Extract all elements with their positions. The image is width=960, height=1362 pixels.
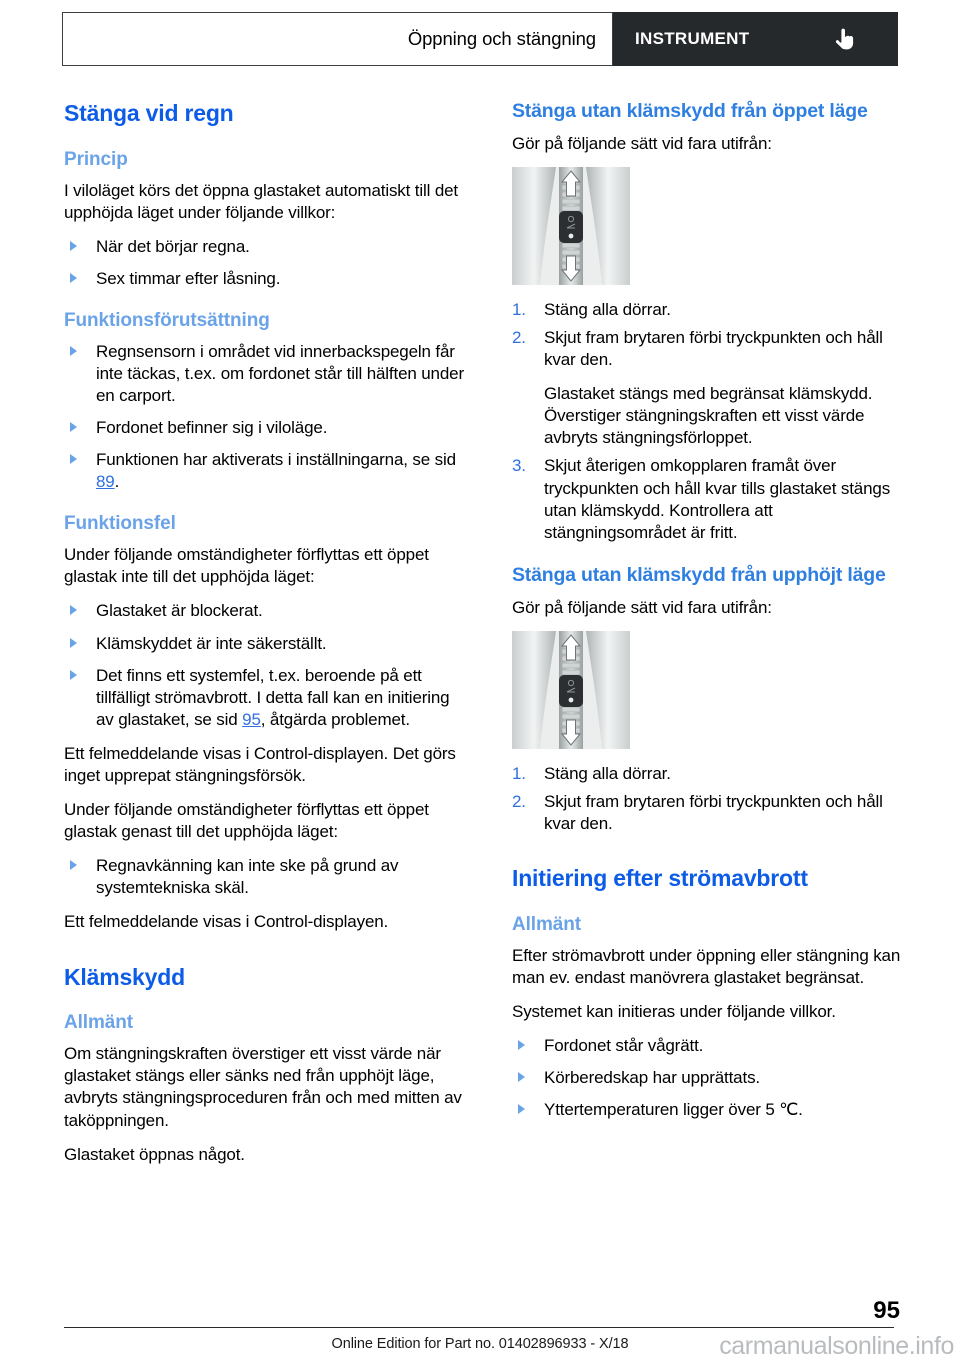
step-number: 2. (512, 791, 526, 811)
list-item-text: Glastaket är blockerat. (96, 601, 263, 621)
page-reference-link[interactable]: 95 (242, 709, 261, 729)
page-reference-link[interactable]: 89 (96, 472, 115, 492)
list-item (512, 455, 918, 543)
list-item-text: Fordonet befinner sig i viloläge. (96, 418, 328, 438)
step-text: Skjut fram brytaren förbi tryckpunkten och håll kvar den. (544, 791, 883, 833)
list-item (64, 633, 470, 655)
list-item-text: Klämskyddet är inte säkerställt. (96, 633, 327, 653)
initiering-paragraph-1: Efter strömavbrott under öppning eller stängning kan man ev. endast manövrera glastaket begränsat. (512, 945, 901, 987)
heading-stanga-upphojt-lage: Stänga utan klämskydd från upphöjt läge (512, 563, 886, 586)
list-item-text-suffix: . (114, 472, 120, 492)
list-item-text: Det finns ett systemfel, t.ex. beroende på ett tillfälligt strömavbrott. I detta fall kan en initiering av glastaket, se sid (96, 665, 450, 729)
section-tab-label: INSTRUMENT (635, 29, 750, 48)
footer-divider (64, 1327, 894, 1328)
heading-allmant-initiering: Allmänt (512, 913, 581, 935)
pointing-hand-icon (834, 27, 854, 51)
list-item (64, 268, 470, 290)
list-item (512, 1067, 918, 1089)
list-item-text: Körberedskap har upprättats. (544, 1068, 760, 1088)
heading-stanga-oppet-lage: Stänga utan klämskydd från öppet läge (512, 100, 868, 122)
list-item (64, 236, 470, 258)
klamskydd-paragraph-2: Glastaket öppnas något. (64, 1144, 245, 1164)
list-item (64, 855, 470, 899)
initiering-paragraph-2: Systemet kan initieras under följande villkor. (512, 1001, 836, 1021)
funktionsfel-bullet-list (64, 600, 470, 730)
funktionsfel-paragraph-2: Under följande omständigheter förflyttas ett öppet glastak genast till det upphöjda läget: (64, 800, 429, 842)
triangle-bullet-icon (518, 1104, 525, 1114)
upphojt-lage-step-list (512, 763, 918, 835)
funktionsfel-paragraph-3: Ett felmeddelande visas i Control-displayen. (64, 912, 389, 932)
oppet-lage-step-list-cont (512, 455, 918, 543)
page-number: 95 (873, 1297, 900, 1324)
list-item-text: Regnavkänning kan inte ske på grund av systemtekniska skäl. (96, 856, 399, 898)
list-item (64, 600, 470, 622)
heading-allmant-klamskydd: Allmänt (64, 1012, 133, 1034)
triangle-bullet-icon (70, 273, 77, 283)
heading-princip: Princip (64, 148, 128, 170)
list-item-text: Fordonet står vågrätt. (544, 1035, 704, 1055)
list-item (64, 665, 470, 731)
list-item-text: Yttertemperaturen ligger över 5 ℃. (544, 1100, 803, 1120)
klamskydd-paragraph-1: Om stängningskraften överstiger ett visst värde när glastaket stängs eller sänks ned från upphöjt läge, avbryts stängningsproceduren från och med mitten av taköppningen. (64, 1044, 462, 1130)
section-title-initiering: Initiering efter strömavbrott (512, 864, 808, 891)
section-tab-instrument[interactable] (613, 12, 898, 66)
breadcrumb-label: Öppning och stängning (407, 28, 596, 49)
step-text: Stäng alla dörrar. (544, 763, 671, 783)
watermark: carmanualsonline.info (719, 1332, 954, 1360)
list-item-text: När det börjar regna. (96, 236, 250, 256)
sunroof-switch-illustration-2 (512, 631, 630, 749)
list-item (512, 791, 918, 835)
initiering-bullet-list (512, 1035, 918, 1121)
step-number: 1. (512, 763, 526, 783)
list-item-text: Sex timmar efter låsning. (96, 268, 281, 288)
princip-bullet-list (64, 236, 470, 290)
triangle-bullet-icon (70, 346, 77, 356)
triangle-bullet-icon (70, 860, 77, 870)
step-text: Skjut fram brytaren förbi tryckpunkten och håll kvar den. (544, 327, 883, 370)
step2-note: Glastaket stängs med begränsat klämskydd. Överstiger stängningskraften ett visst värde avbryts stängningsförloppet. (544, 384, 873, 448)
step-number: 2. (512, 327, 526, 347)
triangle-bullet-icon (70, 638, 77, 648)
triangle-bullet-icon (518, 1072, 525, 1082)
left-column (64, 100, 470, 1178)
list-item (512, 299, 918, 321)
oppet-lage-intro: Gör på följande sätt vid fara utifrån: (512, 133, 772, 153)
funktionsfel-bullet-list-2 (64, 855, 470, 899)
sunroof-switch-illustration (512, 167, 630, 285)
list-item-text: Regnsensorn i området vid innerbackspegeln får inte täckas, t.ex. om fordonet står till hälften under en carport. (96, 341, 464, 406)
step-text: Skjut återigen omkopplaren framåt över tryckpunkten och håll kvar tills glastaket stängs utan klämskydd. Kontrollera att stängningsområdet är fritt. (544, 456, 891, 542)
triangle-bullet-icon (70, 605, 77, 615)
forutsattning-bullet-list (64, 341, 470, 494)
triangle-bullet-icon (518, 1040, 525, 1050)
heading-funktionsfel: Funktionsfel (64, 513, 176, 535)
list-item (512, 1035, 918, 1057)
triangle-bullet-icon (70, 422, 77, 432)
list-item (64, 341, 470, 407)
upphojt-lage-intro: Gör på följande sätt vid fara utifrån: (512, 597, 772, 617)
list-item (64, 449, 470, 493)
page-title: Stänga vid regn (64, 100, 234, 126)
triangle-bullet-icon (70, 241, 77, 251)
triangle-bullet-icon (70, 670, 77, 680)
heading-funktionsforutsattning: Funktionsförutsättning (64, 310, 270, 332)
edition-note: Online Edition for Part no. 01402896933 - X/18 (331, 1336, 629, 1352)
funktionsfel-paragraph-1: Ett felmeddelande visas i Control-displayen. Det görs inget upprepat stängningsförsök. (64, 743, 456, 785)
list-item (512, 763, 918, 785)
list-item (64, 417, 470, 439)
funktionsfel-intro: Under följande omständigheter förflyttas ett öppet glastak inte till det upphöjda läget: (64, 545, 429, 587)
triangle-bullet-icon (70, 454, 77, 464)
breadcrumb (62, 12, 613, 66)
list-item (512, 1099, 918, 1121)
step-text: Stäng alla dörrar. (544, 299, 671, 319)
oppet-lage-step-list (512, 299, 918, 371)
step-number: 3. (512, 456, 526, 476)
list-item-text: Funktionen har aktiverats i inställningarna, se sid (96, 450, 456, 470)
page-header (62, 12, 898, 66)
section-title-klamskydd: Klämskydd (64, 963, 185, 990)
list-item-text-suffix: , åtgärda problemet. (260, 709, 410, 729)
step-number: 1. (512, 299, 526, 319)
princip-paragraph: I viloläget körs det öppna glastaket automatiskt till det upphöjda läget under följande villkor: (64, 180, 459, 222)
list-item (512, 327, 918, 371)
right-column (512, 100, 918, 1133)
